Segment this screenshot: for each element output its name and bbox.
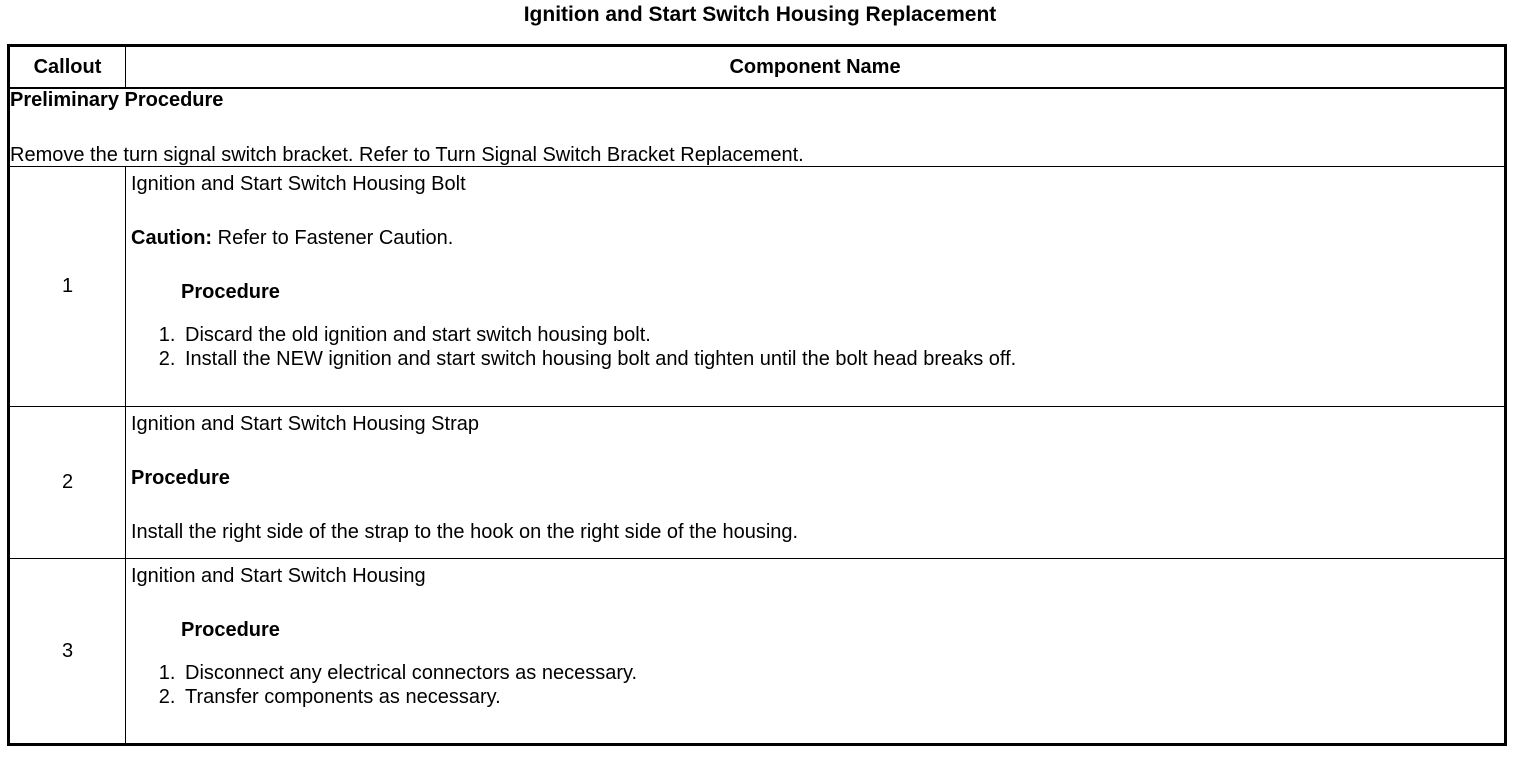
header-callout: Callout [9, 46, 126, 89]
component-cell [126, 407, 1506, 559]
header-component-name: Component Name [126, 46, 1506, 89]
procedure-steps [131, 661, 1499, 709]
table-header-row [9, 46, 1506, 89]
procedure-step: 1. Disconnect any electrical connectors as necessary. [181, 661, 1499, 685]
preliminary-heading: Preliminary Procedure [10, 89, 224, 111]
table-row [9, 167, 1506, 407]
procedure-steps [131, 323, 1499, 371]
component-name: Ignition and Start Switch Housing Strap [131, 413, 479, 435]
preliminary-row [9, 88, 1506, 167]
component-cell [126, 559, 1506, 745]
document-title: Ignition and Start Switch Housing Replacement [523, 3, 997, 26]
caution-note [131, 228, 1499, 249]
procedure-step: 1. Discard the old ignition and start switch housing bolt. [181, 323, 1499, 347]
procedure-heading: Procedure [181, 281, 280, 303]
preliminary-cell [9, 88, 1506, 167]
procedure-heading: Procedure [131, 467, 230, 489]
procedure-text: Install the right side of the strap to the hook on the right side of the housing. [131, 521, 799, 543]
table-row [9, 407, 1506, 559]
callout-cell: 3 [9, 559, 126, 745]
component-name: Ignition and Start Switch Housing Bolt [131, 173, 466, 195]
component-cell [126, 167, 1506, 407]
procedure-heading: Procedure [181, 619, 280, 641]
callout-cell: 1 [9, 167, 126, 407]
callout-cell: 2 [9, 407, 126, 559]
preliminary-text: Remove the turn signal switch bracket. Refer to Turn Signal Switch Bracket Replacement. [10, 144, 804, 166]
procedure-step: 2. Transfer components as necessary. [181, 685, 1499, 709]
caution-label: Caution: [131, 227, 213, 249]
caution-text: Refer to Fastener Caution. [212, 227, 454, 249]
procedure-step: 2. Install the NEW ignition and start switch housing bolt and tighten until the bolt head breaks off. [181, 347, 1499, 371]
component-name: Ignition and Start Switch Housing [131, 565, 426, 587]
table-row [9, 559, 1506, 745]
procedure-table [7, 44, 1507, 746]
